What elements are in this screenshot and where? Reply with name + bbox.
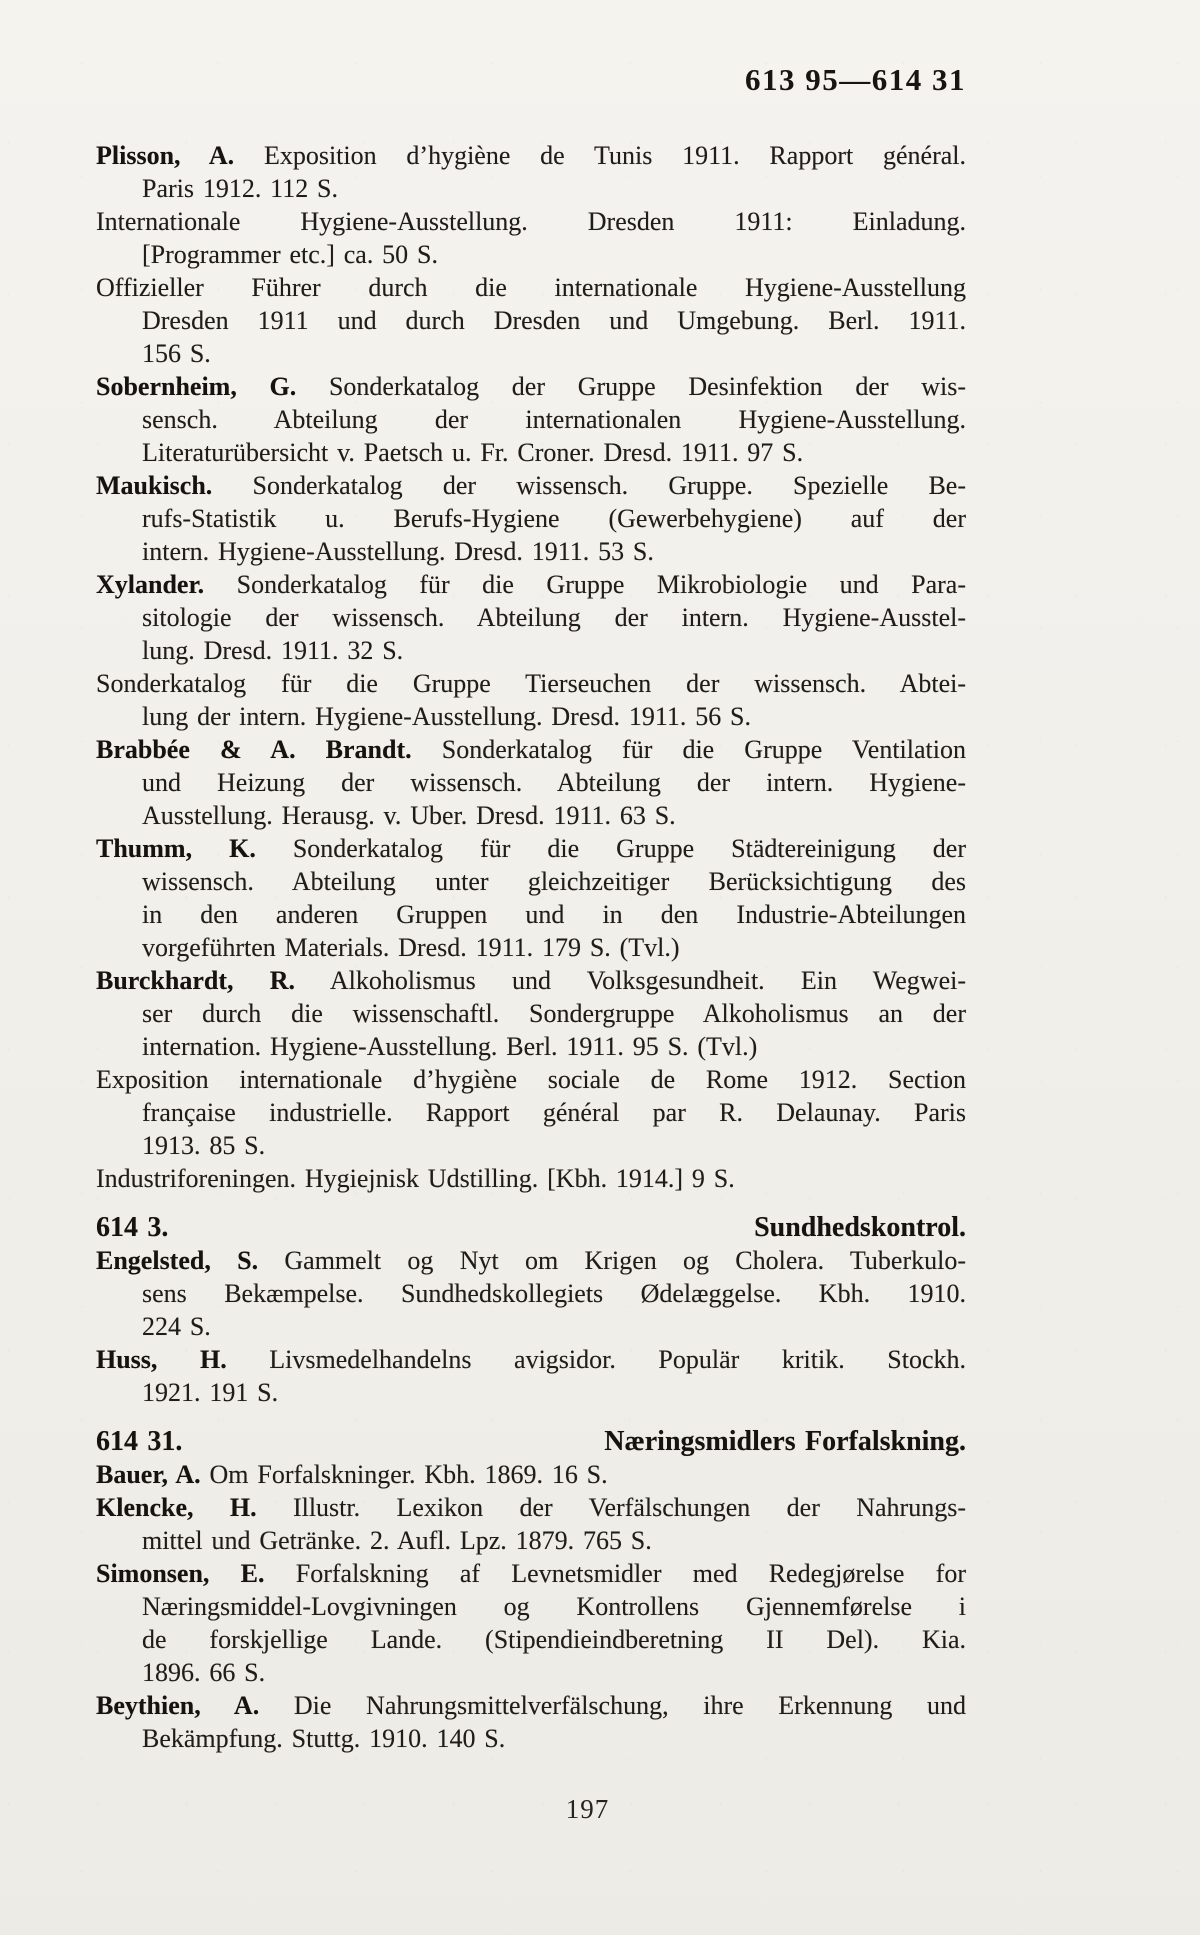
bib-entry	[96, 370, 966, 469]
entry-author: Bauer, A.	[96, 1460, 201, 1489]
entry-line: wissensch. Abteilung unter gleichzeitiger Berücksichtigung des	[142, 867, 966, 896]
entry-author: Huss, H.	[96, 1345, 227, 1374]
bib-entry	[96, 1557, 966, 1689]
entry-author: Klencke, H.	[96, 1493, 257, 1522]
entry-line: Literaturübersicht v. Paetsch u. Fr. Croner. Dresd. 1911. 97 S.	[142, 438, 804, 467]
entry-line	[96, 469, 966, 502]
entry-author: Plisson, A.	[96, 141, 235, 170]
section-heading	[96, 1211, 966, 1244]
entry-line: Bekämpfung. Stuttg. 1910. 140 S.	[142, 1724, 506, 1753]
entry-text: Gammelt og Nyt om Krigen og Cholera. Tuberkulo-	[284, 1246, 966, 1275]
entry-line	[96, 1343, 966, 1376]
entry-line	[96, 964, 966, 997]
entry-line	[96, 1689, 966, 1722]
entry-text: Die Nahrungsmittelverfälschung, ihre Erkennung und	[293, 1691, 967, 1720]
entry-line: vorgeführten Materials. Dresd. 1911. 179 S. (Tvl.)	[142, 933, 680, 962]
running-head	[96, 62, 966, 98]
bib-entry	[96, 271, 966, 370]
bib-entry	[96, 568, 966, 667]
entry-text: Illustr. Lexikon der Verfälschungen der Nahrungs-	[292, 1493, 966, 1522]
entry-line	[96, 370, 966, 403]
bib-entry	[96, 1244, 966, 1343]
entry-line: sensch. Abteilung der internationalen Hygiene-Ausstellung.	[142, 405, 966, 434]
entry-line: 1921. 191 S.	[142, 1378, 279, 1407]
entry-line	[96, 1244, 966, 1277]
section-classmark: 614 3.	[96, 1212, 169, 1243]
bib-entry	[96, 1063, 966, 1162]
bib-entry	[96, 469, 966, 568]
bib-entry	[96, 1162, 966, 1195]
entry-line	[96, 1491, 966, 1524]
bib-entry	[96, 1458, 966, 1491]
entry-line: lung. Dresd. 1911. 32 S.	[142, 636, 404, 665]
entry-line: Exposition internationale d’hygiène sociale de Rome 1912. Section	[96, 1065, 966, 1094]
entry-line	[96, 139, 966, 172]
entry-text: Sonderkatalog der Gruppe Desinfektion der wis-	[328, 372, 966, 401]
entry-line: in den anderen Gruppen und in den Industrie-Abteilungen	[142, 900, 966, 929]
entry-line: Dresden 1911 und durch Dresden und Umgebung. Berl. 1911.	[142, 306, 966, 335]
section-heading	[96, 1425, 966, 1458]
entry-line: Næringsmiddel-Lovgivningen og Kontrollens Gjennemførelse i	[142, 1592, 966, 1621]
classmark-range: 613 95—614 31	[745, 62, 966, 97]
page-number: 197	[565, 1794, 610, 1824]
entry-author: Brabbée & A. Brandt.	[96, 735, 412, 764]
entry-author: Sobernheim, G.	[96, 372, 297, 401]
entry-line	[96, 733, 966, 766]
entry-line: und Heizung der wissensch. Abteilung der intern. Hygiene-	[142, 768, 966, 797]
entry-text: Sonderkatalog der wissensch. Gruppe. Spezielle Be-	[252, 471, 967, 500]
entry-line: française industrielle. Rapport général par R. Delaunay. Paris	[142, 1098, 966, 1127]
entry-line: 224 S.	[142, 1312, 211, 1341]
bib-entry	[96, 1689, 966, 1755]
entry-line: de forskjellige Lande. (Stipendieindberetning II Del). Kia.	[142, 1625, 966, 1654]
bib-entry	[96, 733, 966, 832]
entry-text: Exposition d’hygiène de Tunis 1911. Rapport général.	[263, 141, 966, 170]
entry-text: Sonderkatalog für die Gruppe Mikrobiologie und Para-	[236, 570, 966, 599]
entry-text: Om Forfalskninger. Kbh. 1869. 16 S.	[209, 1460, 608, 1489]
entry-line: mittel und Getränke. 2. Aufl. Lpz. 1879. 765 S.	[142, 1526, 652, 1555]
entry-author: Maukisch.	[96, 471, 213, 500]
section-title: Sundhedskontrol.	[754, 1212, 966, 1243]
entry-line	[96, 568, 966, 601]
entry-author: Simonsen, E.	[96, 1559, 265, 1588]
section-title: Næringsmidlers Forfalskning.	[604, 1426, 966, 1457]
entry-line: Industriforeningen. Hygiejnisk Udstilling. [Kbh. 1914.] 9 S.	[96, 1164, 735, 1193]
entry-line: 156 S.	[142, 339, 211, 368]
entry-line: Internationale Hygiene-Ausstellung. Dresden 1911: Einladung.	[96, 207, 966, 236]
entry-line: intern. Hygiene-Ausstellung. Dresd. 1911. 53 S.	[142, 537, 654, 566]
entry-line: rufs-Statistik u. Berufs-Hygiene (Gewerbehygiene) auf der	[142, 504, 966, 533]
entry-line	[96, 832, 966, 865]
entry-author: Thumm, K.	[96, 834, 256, 863]
bib-entry	[96, 1343, 966, 1409]
entry-line	[96, 1557, 966, 1590]
bibliography-column	[96, 139, 966, 1755]
bib-entry	[96, 964, 966, 1063]
entry-line: sens Bekæmpelse. Sundhedskollegiets Ødelæggelse. Kbh. 1910.	[142, 1279, 966, 1308]
entry-author: Burckhardt, R.	[96, 966, 296, 995]
section-classmark: 614 31.	[96, 1426, 183, 1457]
entry-line: Sonderkatalog für die Gruppe Tierseuchen der wissensch. Abtei-	[96, 669, 966, 698]
entry-author: Beythien, A.	[96, 1691, 260, 1720]
entry-text: Livsmedelhandelns avigsidor. Populär kritik. Stockh.	[269, 1345, 967, 1374]
entry-author: Engelsted, S.	[96, 1246, 259, 1275]
entry-line	[96, 1458, 966, 1491]
entry-line: [Programmer etc.] ca. 50 S.	[142, 240, 438, 269]
entry-line: internation. Hygiene-Ausstellung. Berl. 1911. 95 S. (Tvl.)	[142, 1032, 758, 1061]
entry-author: Xylander.	[96, 570, 205, 599]
entry-line: Offizieller Führer durch die internationale Hygiene-Ausstellung	[96, 273, 966, 302]
entry-line: sitologie der wissensch. Abteilung der intern. Hygiene-Ausstel-	[142, 603, 966, 632]
entry-text: Alkoholismus und Volksgesundheit. Ein Wegwei-	[329, 966, 966, 995]
entry-text: Sonderkatalog für die Gruppe Städtereinigung der	[292, 834, 966, 863]
entry-line: Paris 1912. 112 S.	[142, 174, 339, 203]
entry-line: lung der intern. Hygiene-Ausstellung. Dresd. 1911. 56 S.	[142, 702, 751, 731]
entry-line: Ausstellung. Herausg. v. Uber. Dresd. 1911. 63 S.	[142, 801, 676, 830]
bib-entry	[96, 1491, 966, 1557]
bib-entry	[96, 205, 966, 271]
bib-entry	[96, 667, 966, 733]
bib-entry	[96, 832, 966, 964]
bib-entry	[96, 139, 966, 205]
entry-text: Forfalskning af Levnetsmidler med Redegjørelse for	[295, 1559, 966, 1588]
entry-text: Sonderkatalog für die Gruppe Ventilation	[441, 735, 966, 764]
entry-line: ser durch die wissenschaftl. Sondergruppe Alkoholismus an der	[142, 999, 966, 1028]
entry-line: 1913. 85 S.	[142, 1131, 266, 1160]
entry-line: 1896. 66 S.	[142, 1658, 266, 1687]
